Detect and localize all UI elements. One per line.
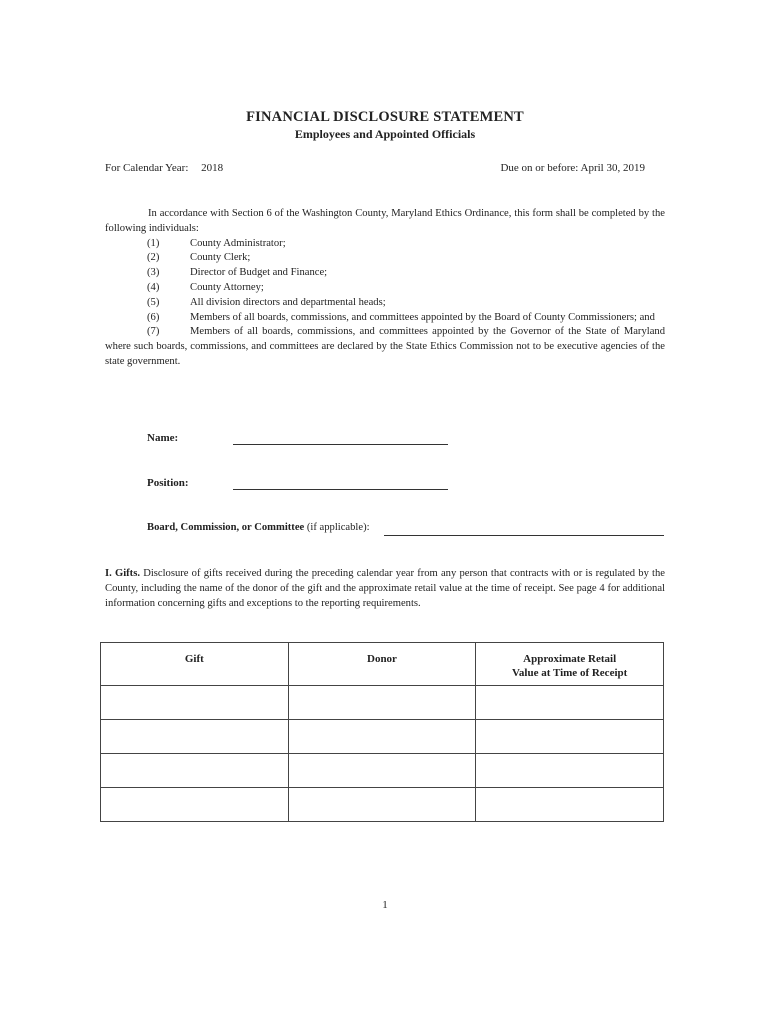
document-title: FINANCIAL DISCLOSURE STATEMENT xyxy=(246,109,524,125)
col-value: Approximate Retail Value at Time of Receipt xyxy=(476,643,664,686)
table-header-row xyxy=(101,643,664,686)
list-item: (4) County Attorney; xyxy=(147,281,264,293)
gift-table xyxy=(100,642,664,822)
eligible-list xyxy=(105,237,665,370)
name-field[interactable] xyxy=(233,444,448,445)
gifts-text: Disclosure of gifts received during the preceding calendar year from any person that contracts with or is regulated by the County, including the name of the donor of the gift and the approximate retail value at the time of receipt. See page 4 for additional information concerning gifts and exceptions to the reporting requirements. xyxy=(105,568,666,609)
donor-cell[interactable] xyxy=(288,720,476,754)
table-row xyxy=(101,788,664,822)
donor-cell[interactable] xyxy=(288,686,476,720)
due-date xyxy=(500,162,645,174)
list-item: (6) Members of all boards, commissions, and committees appointed by the Board of County Commissioners; and xyxy=(147,311,655,323)
due-date-label: Due on or before: xyxy=(500,162,579,174)
board-label: Board, Commission, or Committee xyxy=(147,522,305,533)
gift-cell[interactable] xyxy=(101,686,289,720)
col-donor: Donor xyxy=(288,643,476,686)
intro-paragraph: In accordance with Section 6 of the Washington County, Maryland Ethics Ordinance, this form shall be completed by the following individuals: xyxy=(105,208,665,234)
list-item: (5) All division directors and departmental heads; xyxy=(147,296,386,308)
position-field[interactable] xyxy=(233,489,448,490)
value-cell[interactable] xyxy=(476,754,664,788)
board-row xyxy=(147,522,370,533)
list-item: (1) County Administrator; xyxy=(147,237,286,249)
due-date-value: April 30, 2019 xyxy=(580,162,645,174)
name-label: Name: xyxy=(147,432,179,444)
table-row xyxy=(101,754,664,788)
intro-section xyxy=(105,207,665,370)
list-item: (2) County Clerk; xyxy=(147,252,251,264)
gifts-section xyxy=(105,567,665,611)
document-subtitle: Employees and Appointed Officials xyxy=(294,127,476,141)
gifts-heading: I. Gifts. xyxy=(105,568,140,579)
donor-cell[interactable] xyxy=(288,788,476,822)
board-note: (if applicable): xyxy=(306,522,370,533)
calendar-year xyxy=(105,162,223,174)
value-cell[interactable] xyxy=(476,686,664,720)
gift-cell[interactable] xyxy=(101,754,289,788)
list-item: (3) Director of Budget and Finance; xyxy=(147,267,328,279)
col-gift: Gift xyxy=(101,643,289,686)
page-number: 1 xyxy=(382,899,388,911)
value-cell[interactable] xyxy=(476,720,664,754)
calendar-year-value: 2018 xyxy=(201,162,224,174)
calendar-year-label: For Calendar Year: xyxy=(105,162,189,174)
board-field[interactable] xyxy=(384,535,664,536)
list-item: (7) Members of all boards, commissions, and committees appointed by the Governor of the State of Maryland where such boards, commissions, and committees are declared by the State Ethics Commission not to be executive agencies of the state government. xyxy=(105,326,665,367)
value-cell[interactable] xyxy=(476,788,664,822)
gift-cell[interactable] xyxy=(101,720,289,754)
position-label: Position: xyxy=(147,477,189,489)
donor-cell[interactable] xyxy=(288,754,476,788)
gift-cell[interactable] xyxy=(101,788,289,822)
table-row xyxy=(101,720,664,754)
table-row xyxy=(101,686,664,720)
